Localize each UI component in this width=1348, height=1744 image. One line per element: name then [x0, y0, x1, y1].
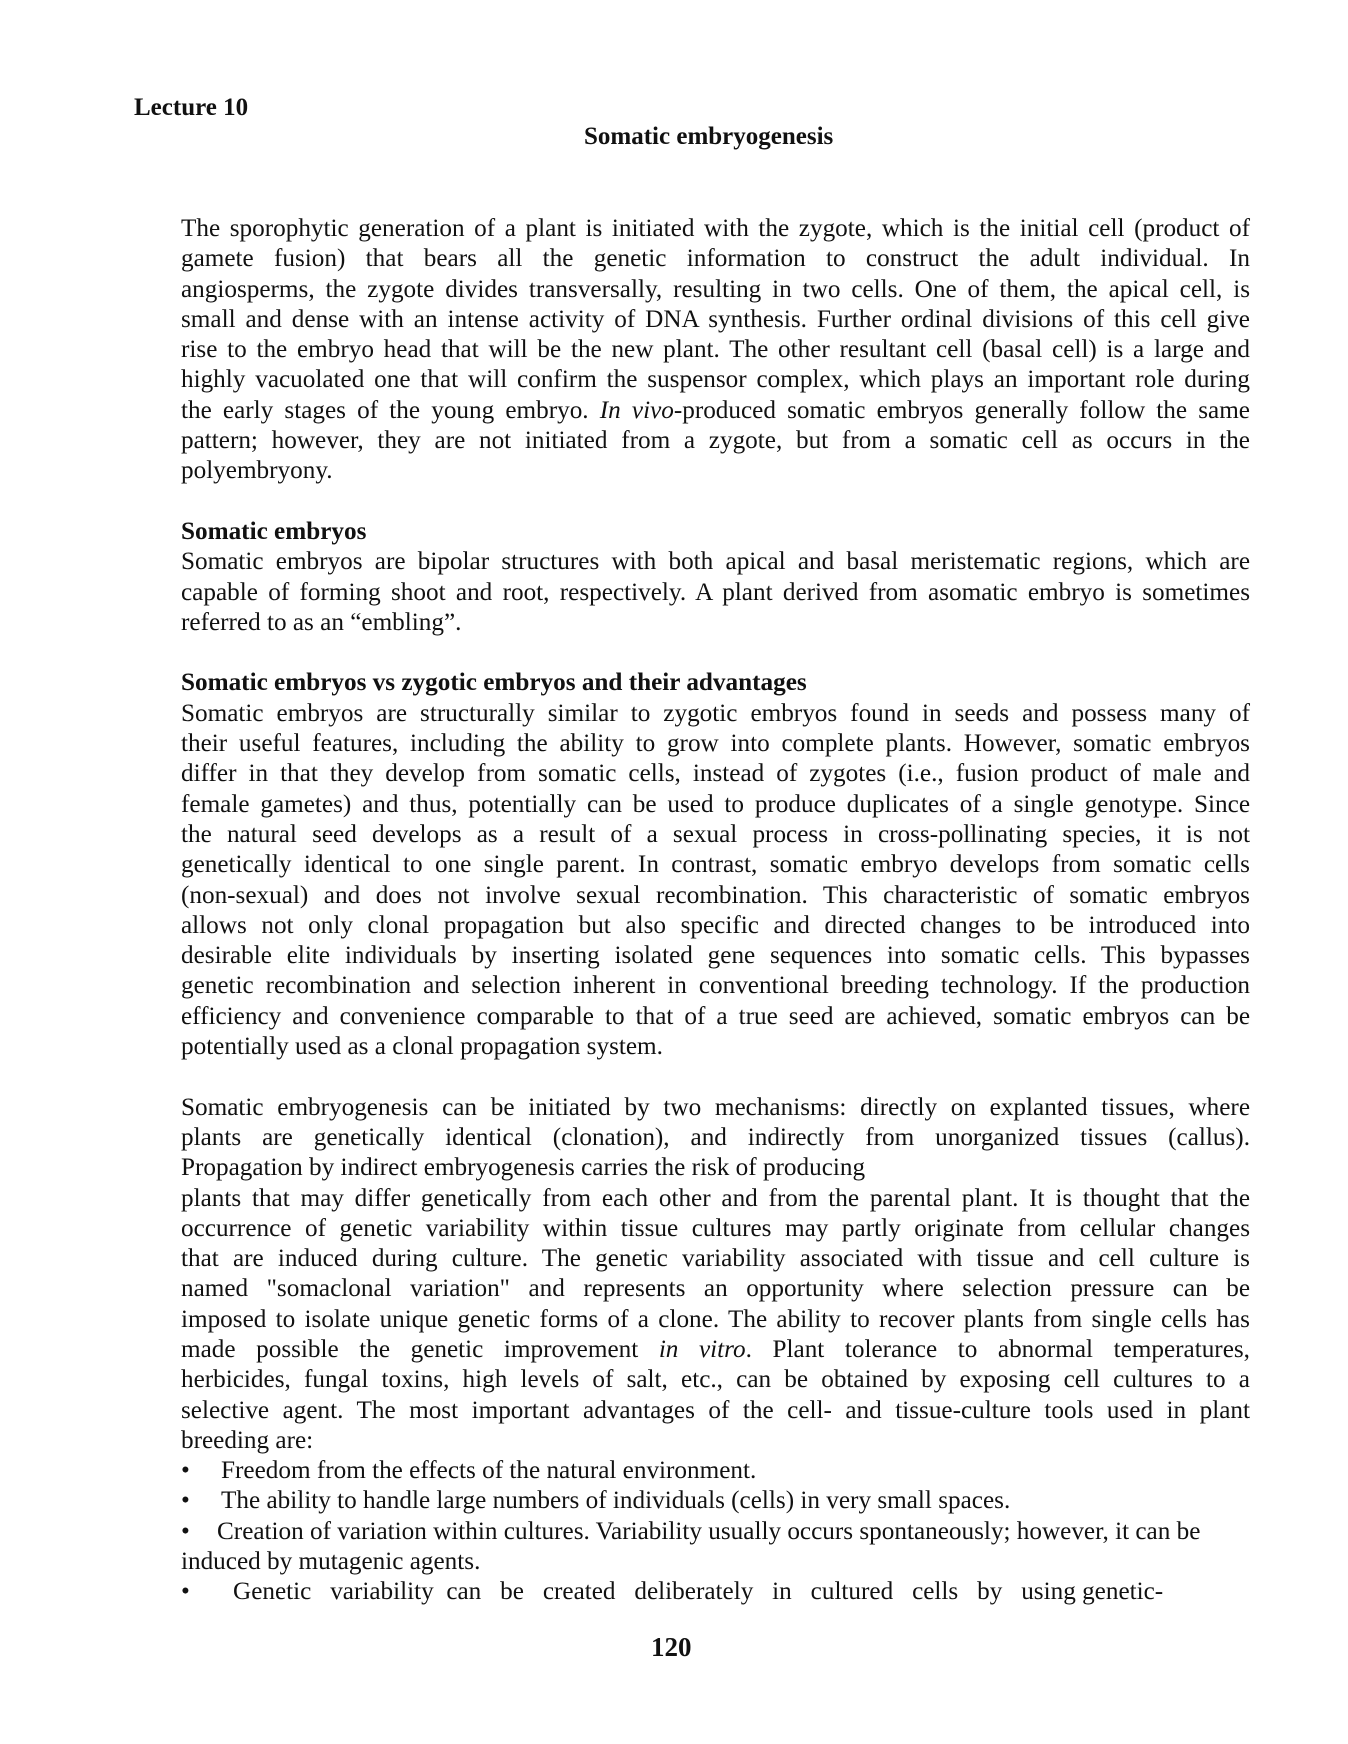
bullet-icon: • — [181, 1487, 190, 1515]
text-line: highly vacuolated one that will confirm the suspensor complex, which plays an important role during — [181, 366, 1250, 394]
text-line: pattern; however, they are not initiated from a zygote, but from a somatic cell as occurs in the — [181, 427, 1250, 455]
text-line: allows not only clonal propagation but also specific and directed changes to be introduced into — [181, 911, 1250, 939]
text-line: that are induced during culture. The genetic variability associated with tissue and cell culture is — [181, 1245, 1250, 1273]
list-item-text: The ability to handle large numbers of individuals (cells) in very small spaces. — [221, 1487, 1011, 1515]
text-line: imposed to isolate unique genetic forms of a clone. The ability to recover plants from single cells has — [181, 1305, 1250, 1333]
section-heading: Somatic embryos — [181, 517, 367, 545]
bullet-icon: • — [181, 1457, 190, 1485]
text-line: rise to the embryo head that will be the new plant. The other resultant cell (basal cell) is a large and — [181, 336, 1250, 364]
text-line: Somatic embryos are bipolar structures with both apical and basal meristematic regions, which are — [181, 548, 1250, 576]
italic-term: in vitro — [658, 1335, 746, 1363]
page-title: Somatic embryogenesis — [584, 123, 834, 150]
section-somatic-embryos — [181, 517, 1250, 638]
text-line: capable of forming shoot and root, respectively. A plant derived from asomatic embryo is sometimes — [181, 578, 1250, 606]
text-line: angiosperms, the zygote divides transversally, resulting in two cells. One of them, the apical cell, is — [181, 275, 1250, 303]
list-item — [181, 1577, 1250, 1607]
text-line: genetic recombination and selection inherent in conventional breeding technology. If the production — [181, 972, 1250, 1000]
text-line: Somatic embryos are structurally similar to zygotic embryos found in seeds and possess many of — [181, 699, 1250, 727]
list-item-text: Freedom from the effects of the natural environment. — [221, 1457, 757, 1485]
text-line: occurrence of genetic variability within tissue cultures may partly originate from cellular changes — [181, 1214, 1250, 1242]
lecture-label: Lecture 10 — [134, 94, 249, 121]
text-line: genetically identical to one single parent. In contrast, somatic embryo develops from somatic cells — [181, 851, 1250, 879]
text-line: named "somaclonal variation" and represents an opportunity where selection pressure can be — [181, 1275, 1250, 1303]
text-line: the natural seed develops as a result of a sexual process in cross-pollinating species, it is not — [181, 820, 1250, 848]
text-line: gamete fusion) that bears all the genetic information to construct the adult individual. In — [181, 245, 1250, 273]
text-line: plants that may differ genetically from each other and from the parental plant. It is thought that the — [181, 1184, 1250, 1212]
document-body — [181, 214, 1250, 1608]
text-line: plants are genetically identical (clonation), and indirectly from unorganized tissues (callus). — [181, 1123, 1250, 1151]
mechanisms-paragraph — [181, 1093, 1250, 1457]
bullet-icon: • — [181, 1578, 190, 1606]
text-line: Propagation by indirect embryogenesis carries the risk of producing — [181, 1154, 866, 1182]
text-line: desirable elite individuals by inserting isolated gene sequences into somatic cells. This bypasses — [181, 942, 1250, 970]
list-item — [181, 1486, 1250, 1516]
list-item — [181, 1456, 1250, 1486]
text-line: breeding are: — [181, 1426, 314, 1454]
advantages-list — [181, 1456, 1250, 1607]
text-line — [181, 1335, 1250, 1365]
text-line: their useful features, including the ability to grow into complete plants. However, somatic embryos — [181, 730, 1250, 758]
section-somatic-vs-zygotic — [181, 668, 1250, 1062]
list-item-text: Creation of variation within cultures. Variability usually occurs spontaneously; however, it can be — [217, 1517, 1201, 1545]
list-item-continuation: induced by mutagenic agents. — [181, 1548, 481, 1576]
text-fragment: made possible the genetic improvement — [181, 1335, 659, 1363]
text-line: The sporophytic generation of a plant is initiated with the zygote, which is the initial cell (product of — [181, 215, 1250, 242]
text-line: differ in that they develop from somatic cells, instead of zygotes (i.e., fusion product of male and — [181, 760, 1250, 788]
section-heading: Somatic embryos vs zygotic embryos and their advantages — [181, 669, 807, 697]
page-number: 120 — [651, 1632, 692, 1662]
list-item — [181, 1517, 1250, 1547]
text-line: potentially used as a clonal propagation system. — [181, 1033, 663, 1061]
text-fragment: . Plant tolerance to abnormal temperatures, — [745, 1335, 1250, 1363]
italic-term: In vivo — [599, 396, 674, 424]
text-line — [181, 396, 1250, 426]
intro-paragraph — [181, 214, 1250, 487]
text-fragment: -produced somatic embryos generally follow the same — [673, 396, 1250, 424]
text-line: polyembryony. — [181, 457, 333, 485]
text-line: referred to as an “embling”. — [181, 608, 462, 636]
text-line: Somatic embryogenesis can be initiated by two mechanisms: directly on explanted tissues, where — [181, 1093, 1250, 1121]
text-line: selective agent. The most important advantages of the cell- and tissue-culture tools used in plant — [181, 1396, 1250, 1424]
text-line: (non-sexual) and does not involve sexual recombination. This characteristic of somatic embryos — [181, 881, 1250, 909]
text-line: herbicides, fungal toxins, high levels of salt, etc., can be obtained by exposing cell cultures to a — [181, 1366, 1250, 1394]
list-item-text: Genetic variability can be created deliberately in cultured cells by using genetic- — [233, 1578, 1164, 1606]
text-line: efficiency and convenience comparable to that of a true seed are achieved, somatic embryos can be — [181, 1002, 1250, 1030]
text-line: female gametes) and thus, potentially can be used to produce duplicates of a single genotype. Since — [181, 790, 1250, 818]
bullet-icon: • — [181, 1517, 190, 1545]
text-line: small and dense with an intense activity of DNA synthesis. Further ordinal divisions of this cell give — [181, 305, 1250, 333]
text-fragment: the early stages of the young embryo. — [181, 396, 600, 424]
